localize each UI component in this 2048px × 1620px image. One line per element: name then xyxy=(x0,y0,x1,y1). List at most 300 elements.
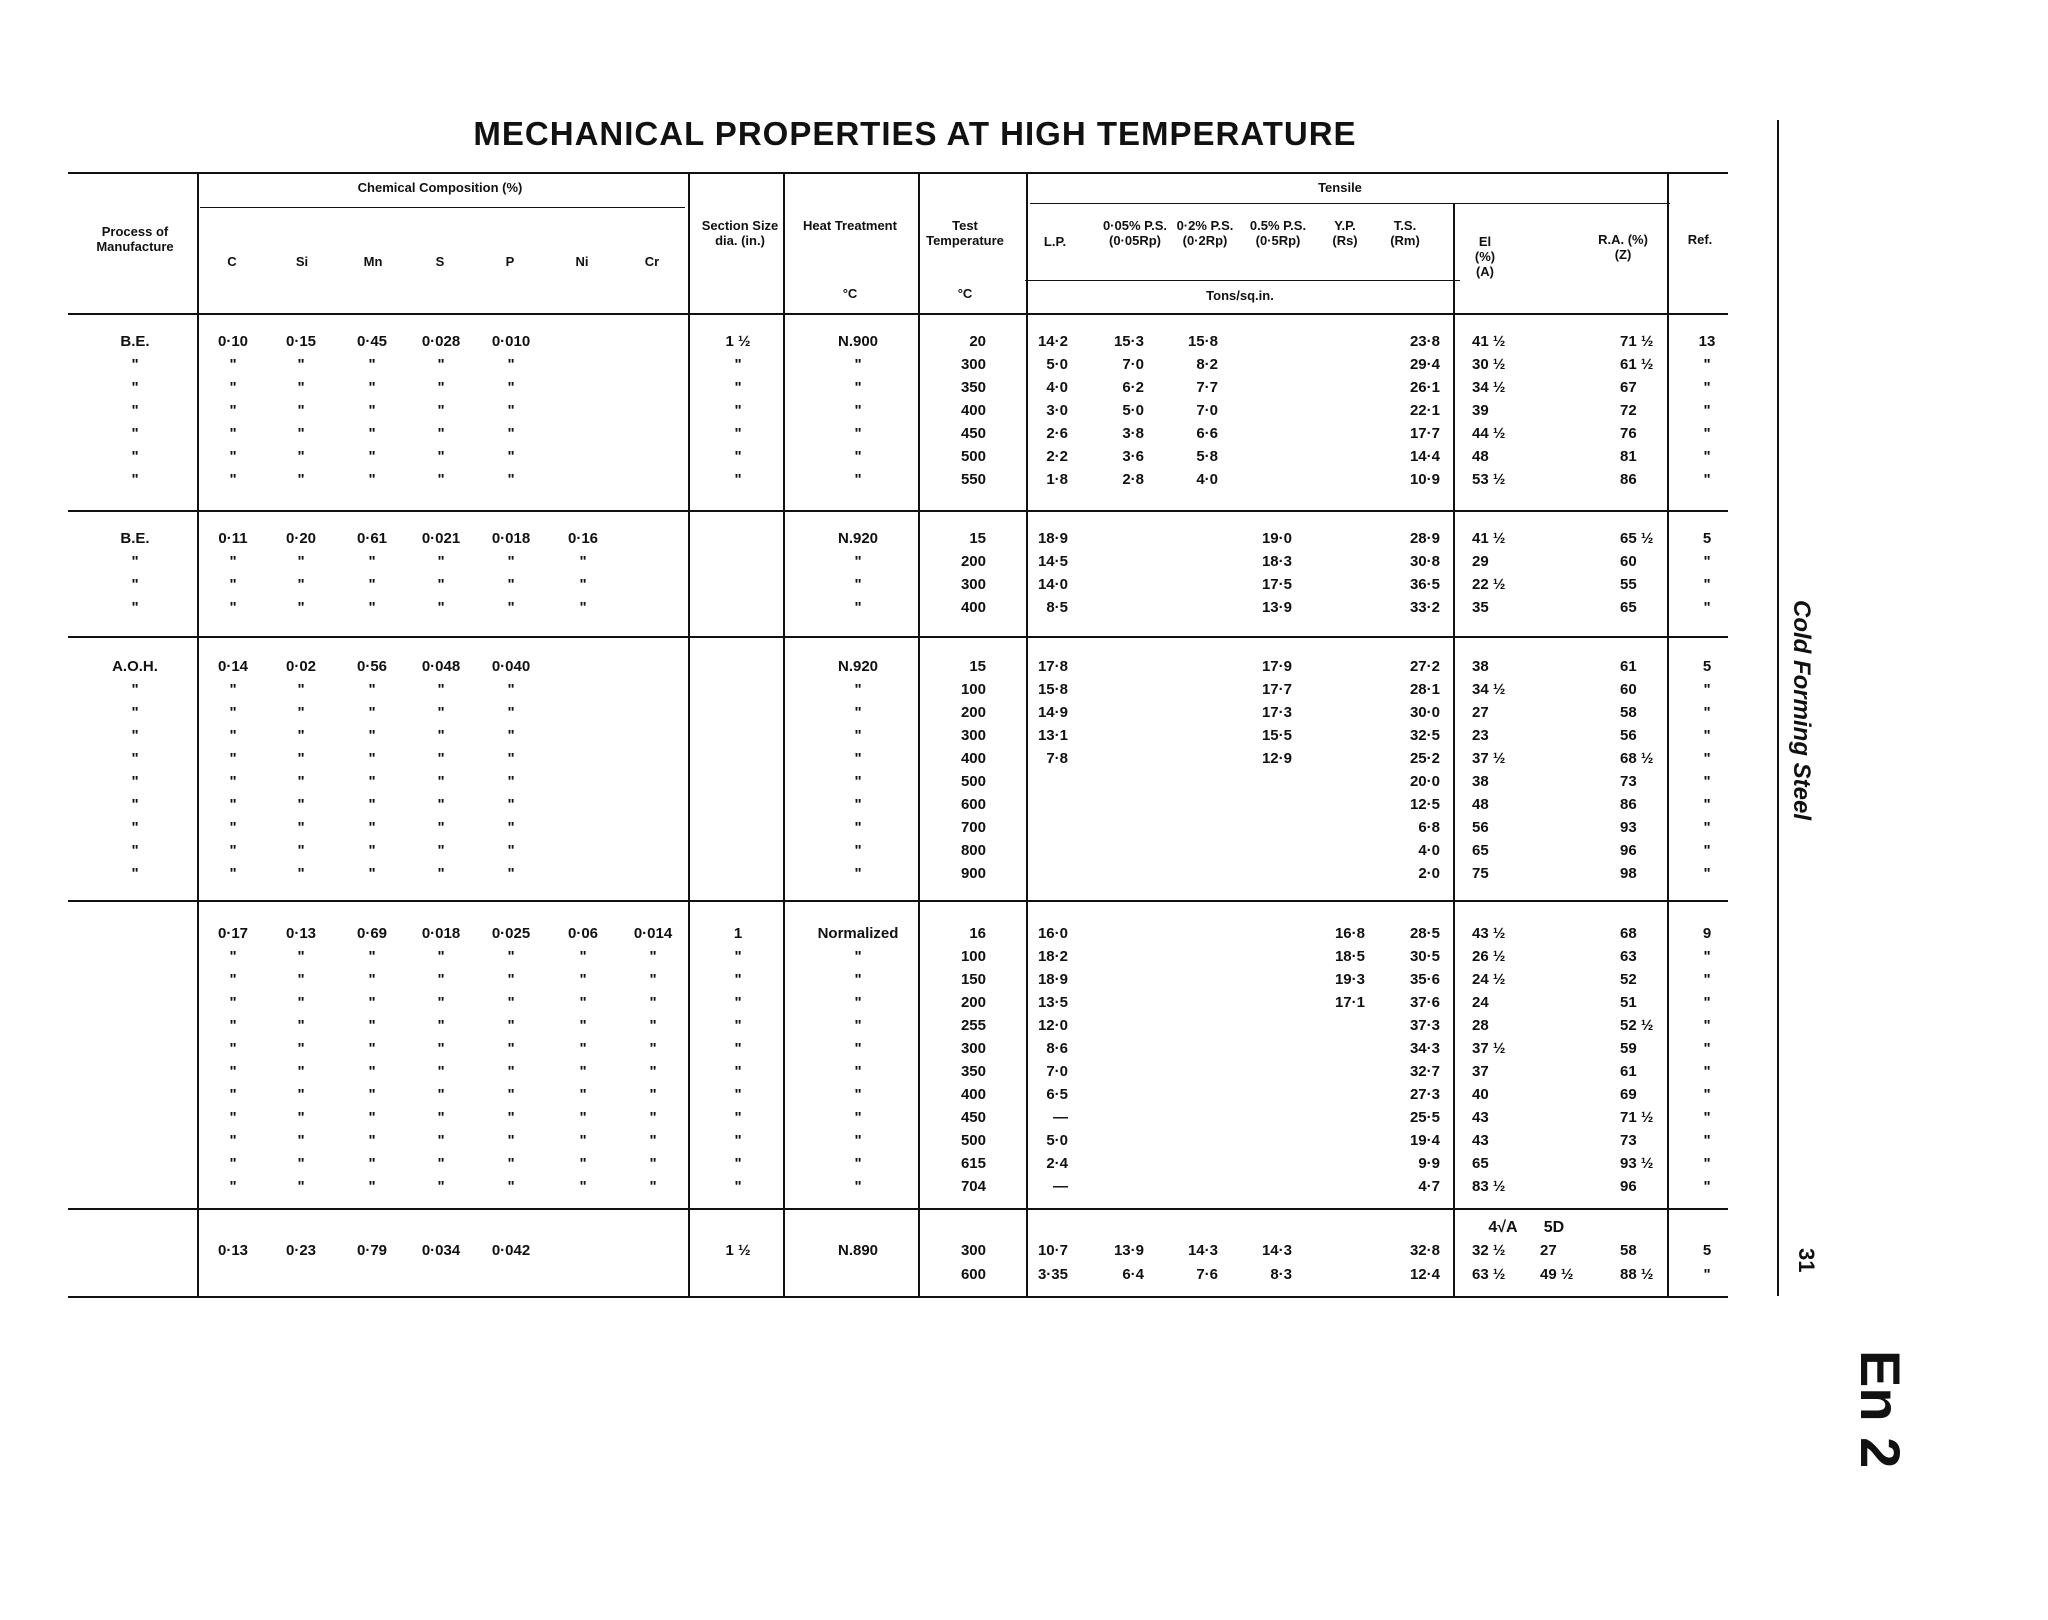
cell-ref: " xyxy=(1703,681,1711,698)
cell-proc: " xyxy=(131,819,139,836)
cell-si: " xyxy=(297,796,305,813)
cell-s: 0·018 xyxy=(421,925,461,942)
cell-mn: " xyxy=(368,1132,376,1149)
cell-ps02: 14·3 xyxy=(1187,1242,1218,1259)
cell-s: " xyxy=(437,599,445,616)
header-tensile: Tensile xyxy=(1318,180,1362,195)
cell-ni: " xyxy=(579,1040,587,1057)
cell-lp: 14·9 xyxy=(1037,704,1068,721)
cell-ht: " xyxy=(854,599,862,616)
rule-v-process xyxy=(197,172,199,1296)
cell-mn: " xyxy=(368,819,376,836)
rule-v-temp xyxy=(1026,172,1028,1296)
cell-p: " xyxy=(507,1109,515,1126)
cell-s: " xyxy=(437,704,445,721)
cell-cr: " xyxy=(649,948,657,965)
cell-ni: " xyxy=(579,599,587,616)
cell-c: " xyxy=(229,402,237,419)
cell-ht: " xyxy=(854,1109,862,1126)
cell-el5d: 27 xyxy=(1540,1242,1557,1259)
cell-mn: " xyxy=(368,1017,376,1034)
cell-si: 0·20 xyxy=(285,530,317,547)
cell-temp: 200 xyxy=(960,994,986,1011)
rule-header-bottom xyxy=(68,313,1728,315)
cell-ps005: 13·9 xyxy=(1113,1242,1144,1259)
cell-sec: " xyxy=(734,379,742,396)
cell-el: 37 xyxy=(1472,1063,1489,1080)
cell-temp: 900 xyxy=(960,865,986,882)
header-heat-treatment: Heat Treatment xyxy=(803,218,897,233)
cell-ts: 29·4 xyxy=(1409,356,1440,373)
cell-s: " xyxy=(437,948,445,965)
cell-proc: " xyxy=(131,865,139,882)
page-title: MECHANICAL PROPERTIES AT HIGH TEMPERATURE xyxy=(473,115,1357,152)
cell-sec: 1 xyxy=(733,925,743,942)
cell-el: 65 xyxy=(1472,1155,1489,1172)
cell-si: 0·13 xyxy=(285,925,317,942)
cell-si: 0·23 xyxy=(285,1242,317,1259)
cell-c: " xyxy=(229,842,237,859)
cell-ps05: 15·5 xyxy=(1261,727,1292,744)
cell-el: 30 ½ xyxy=(1472,356,1506,373)
cell-ref: " xyxy=(1703,1155,1711,1172)
cell-c: " xyxy=(229,773,237,790)
cell-temp: 400 xyxy=(960,750,986,767)
cell-lp: 8·5 xyxy=(1046,599,1068,616)
cell-ni: " xyxy=(579,1063,587,1080)
cell-p: " xyxy=(507,994,515,1011)
cell-mn: " xyxy=(368,425,376,442)
cell-ts: 27·3 xyxy=(1409,1086,1440,1103)
cell-p: " xyxy=(507,1086,515,1103)
cell-si: " xyxy=(297,727,305,744)
cell-si: " xyxy=(297,1132,305,1149)
cell-lp: 2·2 xyxy=(1046,448,1068,465)
cell-p: " xyxy=(507,727,515,744)
cell-ts: 30·0 xyxy=(1409,704,1440,721)
header-ps-02: 0·2% P.S. (0·2Rp) xyxy=(1176,218,1234,248)
cell-s: " xyxy=(437,842,445,859)
cell-sec: " xyxy=(734,1017,742,1034)
cell-ni: " xyxy=(579,1109,587,1126)
cell-ts: 28·1 xyxy=(1409,681,1440,698)
cell-ra: 58 xyxy=(1620,1242,1637,1259)
cell-c: " xyxy=(229,1063,237,1080)
cell-p: " xyxy=(507,1178,515,1195)
cell-mn: " xyxy=(368,773,376,790)
cell-ra: 98 xyxy=(1620,865,1637,882)
cell-ni: " xyxy=(579,1017,587,1034)
cell-p: 0·040 xyxy=(491,658,531,675)
cell-ht: " xyxy=(854,1063,862,1080)
cell-ps02: 7·6 xyxy=(1196,1266,1218,1283)
cell-ni: " xyxy=(579,1155,587,1172)
running-title: Cold Forming Steel xyxy=(1788,600,1815,821)
cell-ra: 52 ½ xyxy=(1620,1017,1654,1034)
cell-lp: — xyxy=(1053,1178,1068,1195)
cell-s: " xyxy=(437,773,445,790)
cell-temp: 600 xyxy=(960,796,986,813)
cell-si: " xyxy=(297,402,305,419)
cell-el: 39 xyxy=(1472,402,1489,419)
cell-yp: 16·8 xyxy=(1334,925,1365,942)
cell-el: 29 xyxy=(1472,553,1489,570)
cell-s: " xyxy=(437,971,445,988)
cell-c: " xyxy=(229,994,237,1011)
rule-v-heat xyxy=(918,172,920,1296)
cell-s: " xyxy=(437,402,445,419)
cell-mn: 0·45 xyxy=(356,333,388,350)
cell-sec: " xyxy=(734,948,742,965)
cell-ref: " xyxy=(1703,1063,1711,1080)
header-yp: Y.P. (Rs) xyxy=(1332,218,1358,248)
cell-c: " xyxy=(229,553,237,570)
cell-p: " xyxy=(507,704,515,721)
cell-el: 34 ½ xyxy=(1472,681,1506,698)
cell-si: " xyxy=(297,681,305,698)
cell-ra: 76 xyxy=(1620,425,1637,442)
cell-ts: 32·8 xyxy=(1409,1242,1440,1259)
cell-sec: " xyxy=(734,1178,742,1195)
cell-si: " xyxy=(297,1155,305,1172)
header-si: Si xyxy=(295,254,309,269)
cell-ht: " xyxy=(854,796,862,813)
cell-sec: " xyxy=(734,448,742,465)
cell-temp: 300 xyxy=(960,1242,986,1259)
cell-ts: 32·7 xyxy=(1409,1063,1440,1080)
cell-ref: " xyxy=(1703,750,1711,767)
rule-chem-under xyxy=(200,207,685,208)
cell-si: " xyxy=(297,971,305,988)
cell-c: " xyxy=(229,681,237,698)
cell-ra: 68 xyxy=(1620,925,1637,942)
cell-el: 43 xyxy=(1472,1132,1489,1149)
cell-c: " xyxy=(229,448,237,465)
cell-el: 43 xyxy=(1472,1109,1489,1126)
cell-proc: " xyxy=(131,471,139,488)
cell-ra: 86 xyxy=(1620,796,1637,813)
cell-p: " xyxy=(507,1040,515,1057)
cell-ref: 5 xyxy=(1702,530,1712,547)
cell-el: 41 ½ xyxy=(1472,530,1506,547)
cell-ref: " xyxy=(1703,948,1711,965)
cell-ht: " xyxy=(854,1132,862,1149)
cell-mn: " xyxy=(368,553,376,570)
header-section-size: Section Size dia. (in.) xyxy=(701,218,779,248)
rule-v-margin xyxy=(1777,120,1779,1296)
cell-temp: 20 xyxy=(969,333,986,350)
cell-ni: " xyxy=(579,1086,587,1103)
cell-ra: 93 xyxy=(1620,819,1637,836)
cell-temp: 200 xyxy=(960,704,986,721)
cell-si: " xyxy=(297,1178,305,1195)
cell-ts: 34·3 xyxy=(1409,1040,1440,1057)
cell-ht: " xyxy=(854,750,862,767)
cell-sec: " xyxy=(734,1109,742,1126)
cell-proc: B.E. xyxy=(120,530,150,547)
cell-proc: " xyxy=(131,553,139,570)
cell-ref: " xyxy=(1703,1266,1711,1283)
cell-p: " xyxy=(507,1155,515,1172)
cell-ts: 6·8 xyxy=(1418,819,1440,836)
rule-v-ts xyxy=(1453,203,1455,1296)
cell-s: " xyxy=(437,1017,445,1034)
cell-si: " xyxy=(297,448,305,465)
cell-ra: 65 xyxy=(1620,599,1637,616)
header-cr: Cr xyxy=(644,254,660,269)
cell-ht: " xyxy=(854,865,862,882)
header-ps-05: 0.5% P.S. (0·5Rp) xyxy=(1249,218,1307,248)
cell-proc: " xyxy=(131,750,139,767)
cell-c: " xyxy=(229,948,237,965)
cell-c: " xyxy=(229,819,237,836)
cell-ts: 36·5 xyxy=(1409,576,1440,593)
cell-si: " xyxy=(297,576,305,593)
cell-ps05: 12·9 xyxy=(1261,750,1292,767)
cell-mn: " xyxy=(368,1155,376,1172)
cell-el: 35 xyxy=(1472,599,1489,616)
cell-c: " xyxy=(229,356,237,373)
cell-c: " xyxy=(229,750,237,767)
rule-group-4 xyxy=(68,1208,1728,1210)
cell-ht: " xyxy=(854,842,862,859)
cell-mn: " xyxy=(368,576,376,593)
cell-ps05: 17·3 xyxy=(1261,704,1292,721)
cell-ht: " xyxy=(854,681,862,698)
cell-s: " xyxy=(437,750,445,767)
cell-ref: " xyxy=(1703,1017,1711,1034)
cell-mn: " xyxy=(368,1063,376,1080)
cell-proc: " xyxy=(131,599,139,616)
cell-mn: 0·56 xyxy=(356,658,388,675)
cell-yp: 18·5 xyxy=(1334,948,1365,965)
cell-cr: " xyxy=(649,1086,657,1103)
cell-p: 0·025 xyxy=(491,925,531,942)
cell-sec: " xyxy=(734,425,742,442)
cell-proc: " xyxy=(131,842,139,859)
cell-mn: " xyxy=(368,402,376,419)
cell-ra: 71 ½ xyxy=(1620,333,1654,350)
cell-c: " xyxy=(229,1040,237,1057)
cell-temp: 450 xyxy=(960,425,986,442)
header-ni: Ni xyxy=(575,254,589,269)
cell-ts: 35·6 xyxy=(1409,971,1440,988)
cell-sec: 1 ½ xyxy=(725,1242,751,1259)
cell-el: 48 xyxy=(1472,448,1489,465)
cell-ra: 88 ½ xyxy=(1620,1266,1654,1283)
cell-ra: 71 ½ xyxy=(1620,1109,1654,1126)
cell-el5d: 49 ½ xyxy=(1540,1266,1574,1283)
cell-ht: " xyxy=(854,773,862,790)
cell-ts: 33·2 xyxy=(1409,599,1440,616)
cell-c: " xyxy=(229,425,237,442)
cell-ref: " xyxy=(1703,553,1711,570)
cell-temp: 15 xyxy=(969,530,986,547)
cell-ra: 51 xyxy=(1620,994,1637,1011)
header-el-4-root-a: 4√A xyxy=(1488,1219,1518,1236)
cell-sec: " xyxy=(734,1086,742,1103)
cell-c: " xyxy=(229,599,237,616)
cell-temp: 350 xyxy=(960,379,986,396)
cell-ts: 12·5 xyxy=(1409,796,1440,813)
cell-ht: " xyxy=(854,994,862,1011)
cell-ra: 65 ½ xyxy=(1620,530,1654,547)
header-tons-per-sq-in: Tons/sq.in. xyxy=(1206,288,1274,303)
cell-ht: " xyxy=(854,1178,862,1195)
cell-lp: — xyxy=(1053,1109,1068,1126)
cell-ht: " xyxy=(854,471,862,488)
cell-ts: 28·5 xyxy=(1409,925,1440,942)
cell-ht: " xyxy=(854,576,862,593)
cell-ni: " xyxy=(579,553,587,570)
rule-group-2 xyxy=(68,636,1728,638)
cell-p: " xyxy=(507,356,515,373)
cell-ref: " xyxy=(1703,842,1711,859)
cell-si: " xyxy=(297,599,305,616)
cell-p: " xyxy=(507,842,515,859)
cell-ts: 30·8 xyxy=(1409,553,1440,570)
cell-ts: 14·4 xyxy=(1409,448,1440,465)
rule-v-section xyxy=(783,172,785,1296)
cell-ps02: 4·0 xyxy=(1196,471,1218,488)
cell-temp: 700 xyxy=(960,819,986,836)
cell-s: " xyxy=(437,1178,445,1195)
cell-s: " xyxy=(437,379,445,396)
cell-s: " xyxy=(437,819,445,836)
cell-mn: 0·69 xyxy=(356,925,388,942)
cell-temp: 550 xyxy=(960,471,986,488)
cell-p: 0·042 xyxy=(491,1242,531,1259)
cell-p: " xyxy=(507,471,515,488)
cell-p: " xyxy=(507,379,515,396)
cell-sec: " xyxy=(734,402,742,419)
cell-s: 0·028 xyxy=(421,333,461,350)
cell-ht: N.890 xyxy=(837,1242,879,1259)
cell-ts: 17·7 xyxy=(1409,425,1440,442)
cell-c: " xyxy=(229,1086,237,1103)
cell-c: 0·10 xyxy=(217,333,249,350)
cell-mn: " xyxy=(368,356,376,373)
cell-cr: " xyxy=(649,1109,657,1126)
cell-el: 83 ½ xyxy=(1472,1178,1506,1195)
cell-proc: " xyxy=(131,379,139,396)
header-elongation: El (%) (A) xyxy=(1474,234,1496,279)
cell-ps02: 15·8 xyxy=(1187,333,1218,350)
cell-ps02: 8·2 xyxy=(1196,356,1218,373)
cell-el: 38 xyxy=(1472,773,1489,790)
cell-ts: 37·3 xyxy=(1409,1017,1440,1034)
cell-si: " xyxy=(297,773,305,790)
cell-temp: 300 xyxy=(960,1040,986,1057)
cell-p: " xyxy=(507,750,515,767)
cell-s: " xyxy=(437,681,445,698)
cell-mn: " xyxy=(368,704,376,721)
cell-ht: " xyxy=(854,948,862,965)
cell-temp: 100 xyxy=(960,681,986,698)
cell-mn: " xyxy=(368,1109,376,1126)
cell-ra: 69 xyxy=(1620,1086,1637,1103)
cell-c: " xyxy=(229,865,237,882)
cell-mn: 0·79 xyxy=(356,1242,388,1259)
rule-tensile-under xyxy=(1030,203,1670,204)
cell-p: " xyxy=(507,1063,515,1080)
cell-yp: 19·3 xyxy=(1334,971,1365,988)
cell-ht: N.920 xyxy=(837,530,879,547)
cell-temp: 350 xyxy=(960,1063,986,1080)
cell-ps02: 5·8 xyxy=(1196,448,1218,465)
cell-p: " xyxy=(507,448,515,465)
cell-p: 0·010 xyxy=(491,333,531,350)
cell-c: " xyxy=(229,727,237,744)
cell-p: 0·018 xyxy=(491,530,531,547)
cell-proc: " xyxy=(131,448,139,465)
cell-ht: " xyxy=(854,1017,862,1034)
cell-ps05: 17·5 xyxy=(1261,576,1292,593)
cell-ra: 96 xyxy=(1620,1178,1637,1195)
rule-v-chem xyxy=(688,172,690,1296)
cell-lp: 2·6 xyxy=(1046,425,1068,442)
cell-temp: 300 xyxy=(960,576,986,593)
cell-si: 0·15 xyxy=(285,333,317,350)
cell-p: " xyxy=(507,553,515,570)
cell-lp: 18·9 xyxy=(1037,530,1068,547)
header-chemical-composition: Chemical Composition (%) xyxy=(357,180,523,195)
cell-c: " xyxy=(229,576,237,593)
cell-sec: " xyxy=(734,994,742,1011)
cell-s: " xyxy=(437,1109,445,1126)
cell-s: " xyxy=(437,796,445,813)
cell-cr: 0·014 xyxy=(633,925,673,942)
cell-ra: 72 xyxy=(1620,402,1637,419)
cell-sec: " xyxy=(734,1063,742,1080)
cell-p: " xyxy=(507,402,515,419)
cell-s: " xyxy=(437,471,445,488)
cell-si: " xyxy=(297,1063,305,1080)
cell-mn: " xyxy=(368,865,376,882)
cell-cr: " xyxy=(649,1178,657,1195)
cell-el: 44 ½ xyxy=(1472,425,1506,442)
cell-temp: 600 xyxy=(960,1266,986,1283)
cell-ts: 25·5 xyxy=(1409,1109,1440,1126)
rule-tons-over xyxy=(1025,280,1460,281)
cell-s: " xyxy=(437,425,445,442)
cell-si: " xyxy=(297,1086,305,1103)
cell-sec: " xyxy=(734,971,742,988)
cell-ps005: 15·3 xyxy=(1113,333,1144,350)
cell-lp: 7·8 xyxy=(1046,750,1068,767)
cell-ht: N.920 xyxy=(837,658,879,675)
cell-ht: " xyxy=(854,425,862,442)
cell-ps05: 17·7 xyxy=(1261,681,1292,698)
cell-si: " xyxy=(297,704,305,721)
header-test-temperature: Test Temperature xyxy=(926,218,1004,248)
cell-ref: " xyxy=(1703,796,1711,813)
header-mn: Mn xyxy=(363,254,383,269)
cell-ref: " xyxy=(1703,773,1711,790)
cell-ref: " xyxy=(1703,1178,1711,1195)
cell-lp: 18·2 xyxy=(1037,948,1068,965)
cell-proc: A.O.H. xyxy=(112,658,158,675)
header-test-temp-unit: °C xyxy=(957,286,973,301)
cell-s: " xyxy=(437,727,445,744)
cell-ni: " xyxy=(579,1178,587,1195)
cell-el: 56 xyxy=(1472,819,1489,836)
cell-p: " xyxy=(507,1017,515,1034)
cell-temp: 500 xyxy=(960,773,986,790)
cell-ht: " xyxy=(854,1155,862,1172)
cell-ra: 52 xyxy=(1620,971,1637,988)
cell-temp: 15 xyxy=(969,658,986,675)
